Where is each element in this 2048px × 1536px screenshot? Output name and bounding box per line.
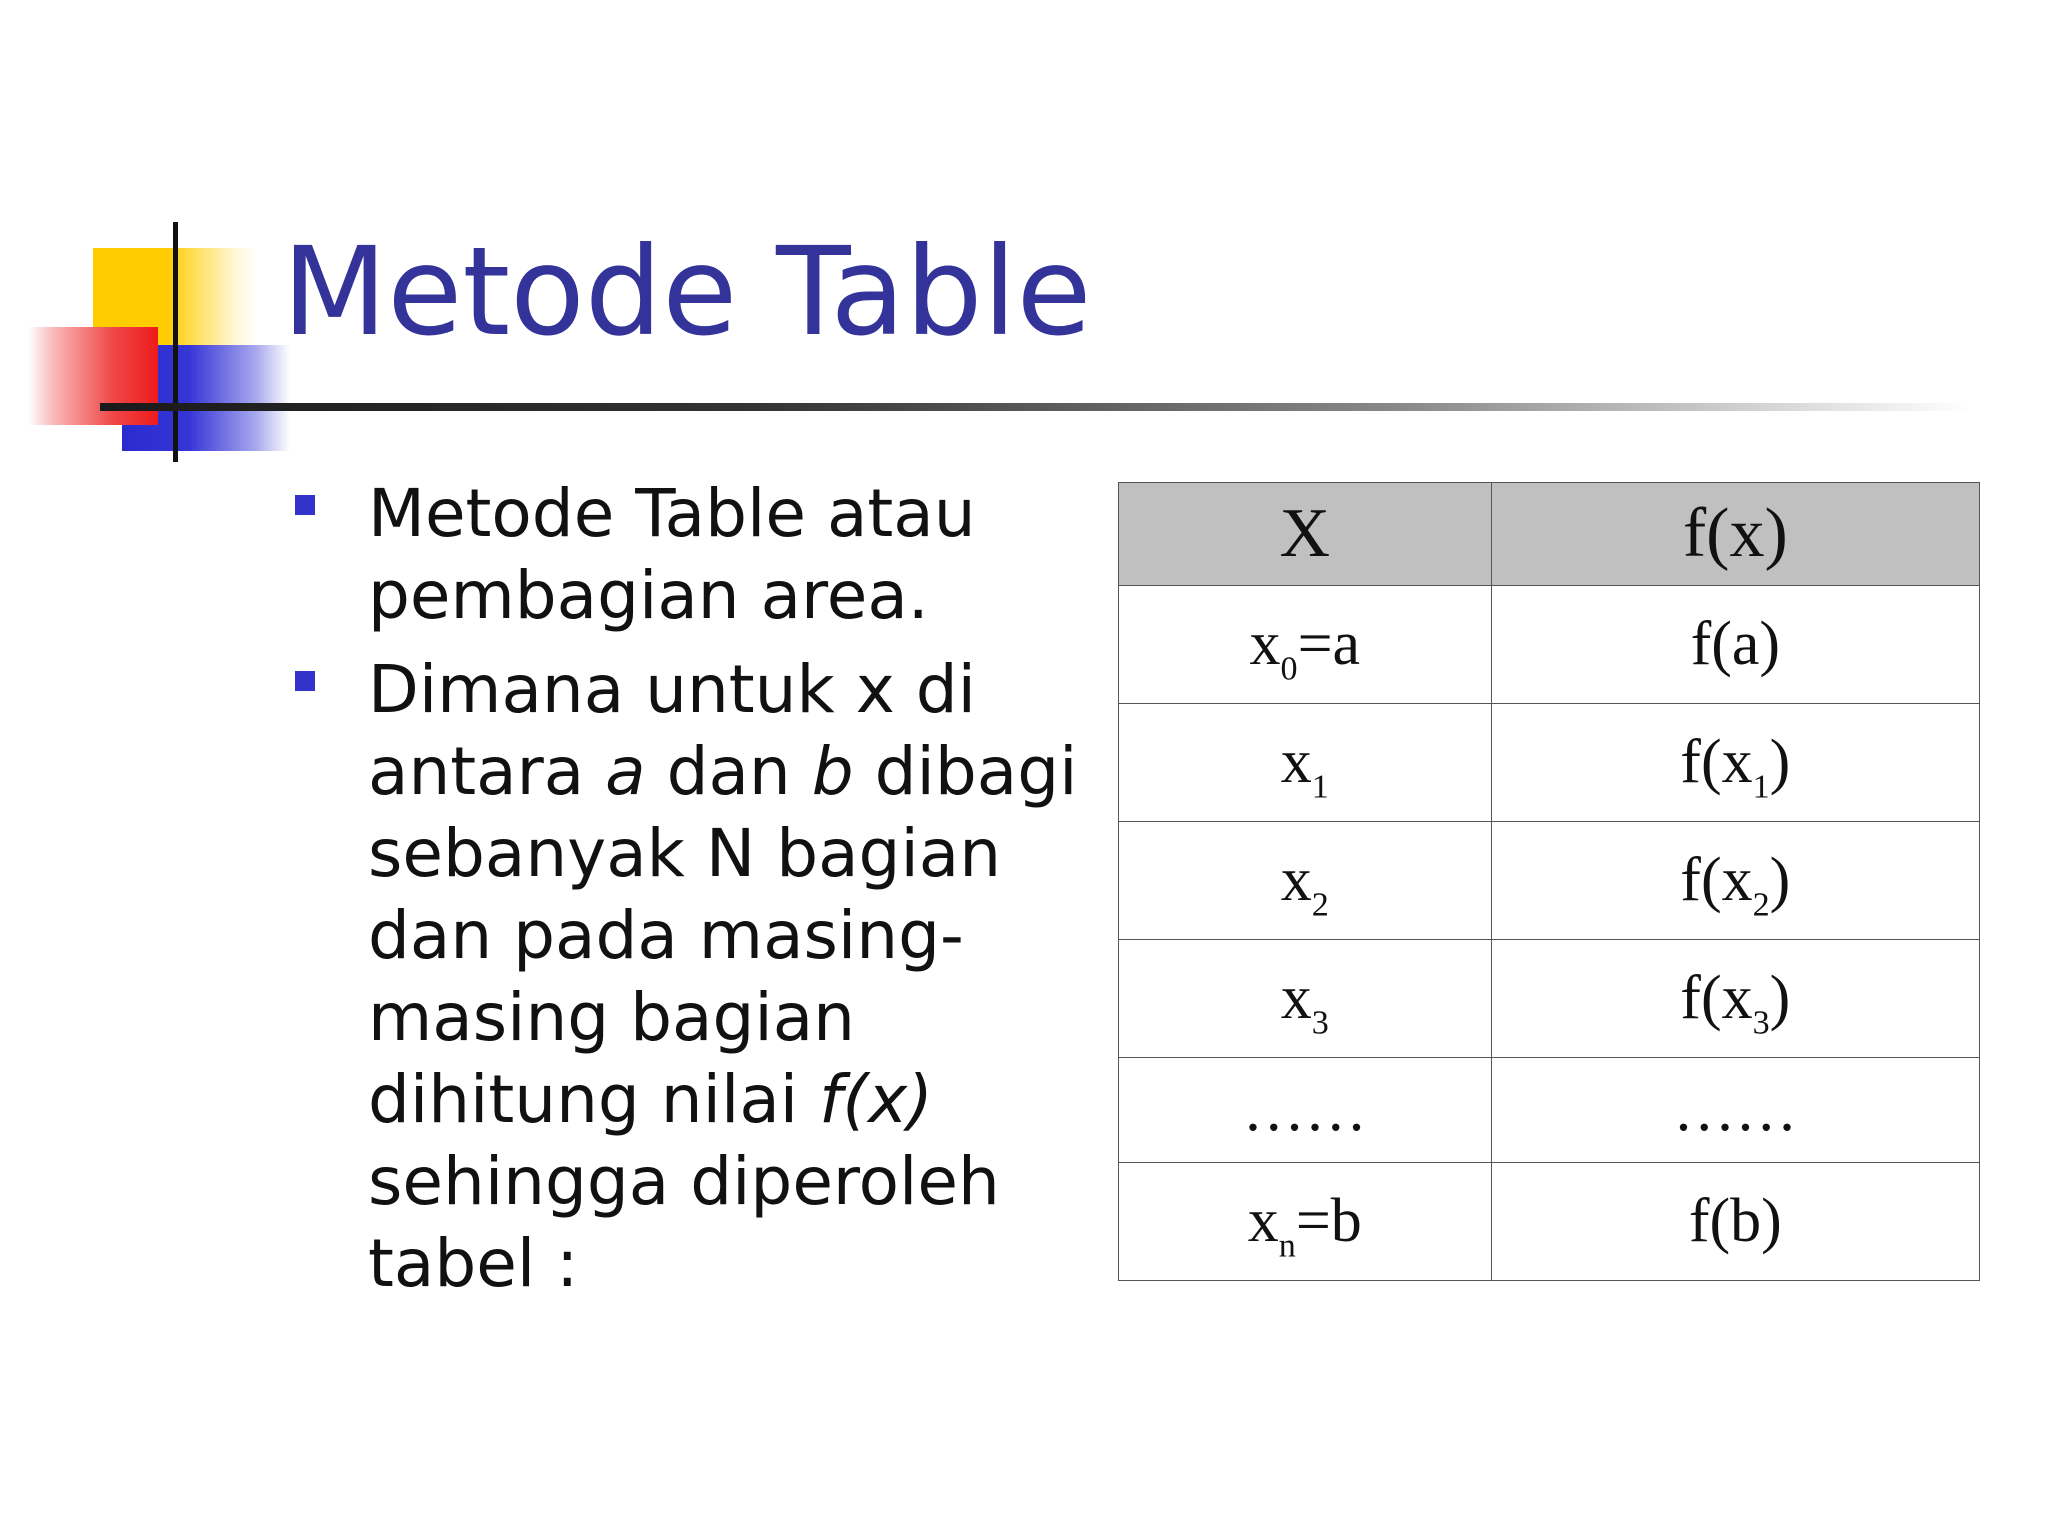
table-row [1119, 940, 1980, 1058]
bullet-text: Dimana untuk x di antara [368, 651, 976, 810]
bullet-item [290, 649, 1090, 1305]
cell-x: $x_n=b$ [1119, 1163, 1492, 1281]
table-row [1119, 586, 1980, 704]
cell-fx: f(a) [1491, 586, 1979, 704]
cell-fx: $f(x_3)$ [1491, 940, 1979, 1058]
table-row [1119, 704, 1980, 822]
cell-x: $x_0=a$ [1119, 586, 1492, 704]
cell-x: $x_3$ [1119, 940, 1492, 1058]
cell-fx: f(b) [1491, 1163, 1979, 1281]
bullet-text: sehingga diperoleh tabel : [368, 1143, 1000, 1302]
bullet-item [290, 473, 1090, 637]
title-underline [100, 403, 1970, 411]
table-row [1119, 1163, 1980, 1281]
cell-x: $x_1$ [1119, 704, 1492, 822]
cell-fx: $f(x_1)$ [1491, 704, 1979, 822]
bullet-emphasis: f(x) [819, 1061, 933, 1138]
bullet-text: dan [645, 733, 812, 810]
table-row [1119, 822, 1980, 940]
cell-x: $x_2$ [1119, 822, 1492, 940]
values-table [1118, 482, 1980, 1281]
cell-fx: $f(x_2)$ [1491, 822, 1979, 940]
header-fx: f(x) [1491, 483, 1979, 586]
slide-title: Metode Table [282, 221, 1092, 363]
bullet-text: Metode Table atau pembagian area. [368, 475, 976, 634]
logo-vertical-line [173, 222, 178, 462]
table-header-row [1119, 483, 1980, 586]
bullet-emphasis: a [605, 733, 646, 810]
header-x: X [1119, 483, 1492, 586]
bullet-list [290, 473, 1090, 1317]
cell-fx: …… [1491, 1058, 1979, 1163]
square-bullet-icon [295, 671, 315, 691]
cell-x: …… [1119, 1058, 1492, 1163]
table-row [1119, 1058, 1980, 1163]
square-bullet-icon [295, 495, 315, 515]
bullet-text: dibagi sebanyak N bagian dan pada masing-masing bagian dihitung nilai [368, 733, 1078, 1138]
bullet-emphasis: b [811, 733, 854, 810]
